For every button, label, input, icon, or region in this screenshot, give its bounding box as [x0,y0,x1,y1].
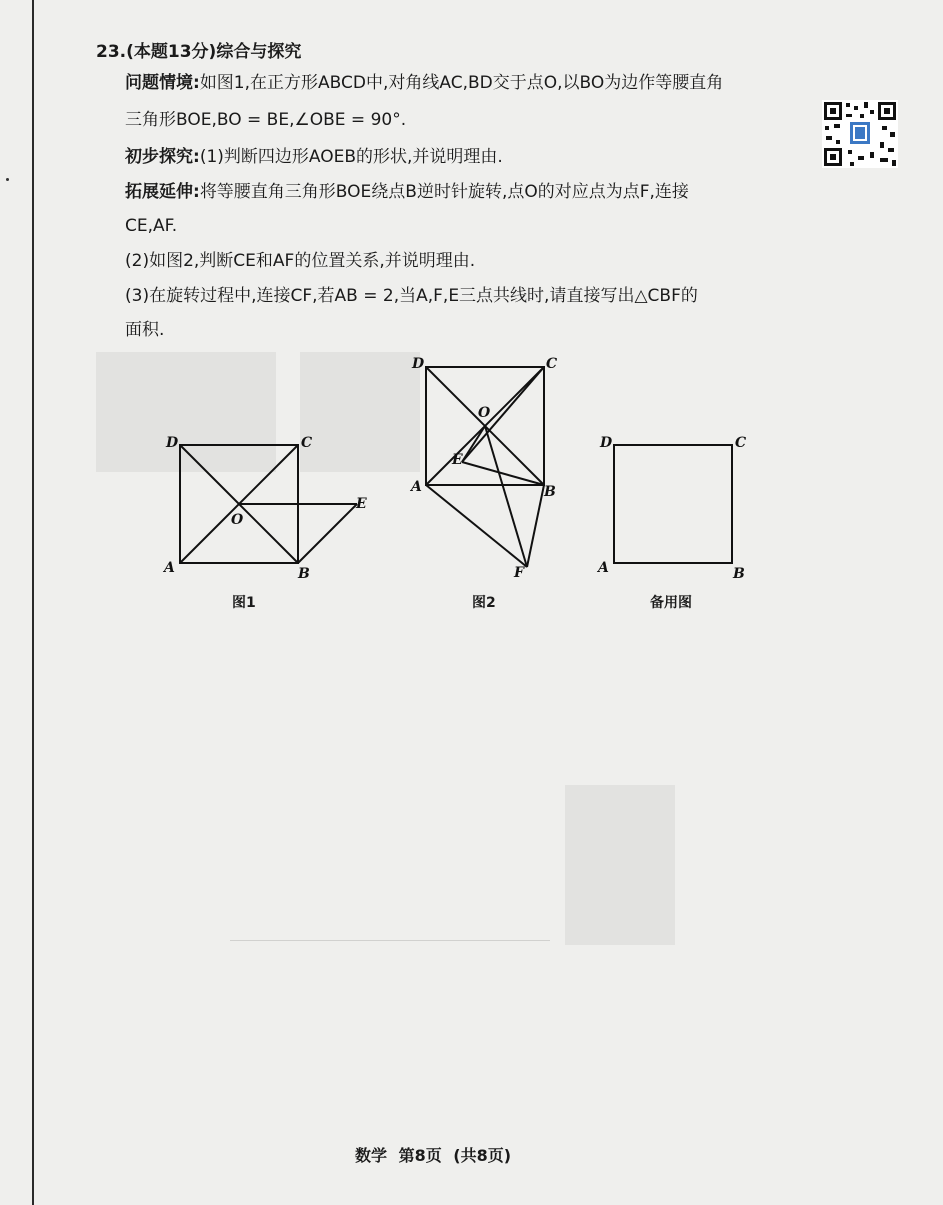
fig2-label-D: D [412,356,425,372]
spare-label-C: C [735,435,747,451]
fig2-label-E: E [452,452,463,468]
situation-text-1: 如图1,在正方形ABCD中,对角线AC,BD交于点O,以BO为边作等腰直角 [199,73,724,93]
question-points: (本题13分) [126,42,217,62]
question-title: 综合与探究 [216,42,302,62]
bleed-through-sketch [230,810,550,941]
part2-line: (2)如图2,判断CE和AF的位置关系,并说明理由. [125,251,476,271]
situation-label: 问题情境: [125,73,200,93]
question-number: 23. [96,42,127,62]
fig1-label-A: A [164,560,175,576]
extend-label: 拓展延伸: [125,182,200,202]
figure-1-drawing [180,445,357,563]
spare-figure-drawing [614,445,732,563]
spare-label-D: D [600,435,613,451]
figure-2-drawing [426,367,544,567]
fig2-label-O: O [478,405,491,421]
fig1-label-O: O [231,512,244,528]
fig1-label-E: E [356,496,367,512]
fig1-label-C: C [301,435,313,451]
part3-line-1: (3)在旋转过程中,连接CF,若AB = 2,当A,F,E三点共线时,请直接写出△CBF的 [125,286,698,306]
fig2-label-B: B [544,484,556,500]
explore-text: (1)判断四边形AOEB的形状,并说明理由. [199,147,503,167]
situation-line-2: 三角形BOE,BO = BE,∠OBE = 90°. [125,110,407,130]
extend-line-2: CE,AF. [125,216,178,236]
bleed-through-photo [565,785,675,945]
spare-figure-caption: 备用图 [650,595,692,611]
fig2-label-C: C [546,356,558,372]
explore-label: 初步探究: [125,147,200,167]
part3-line-2: 面积. [125,320,165,340]
fig1-label-D: D [166,435,179,451]
extend-text-1: 将等腰直角三角形BOE绕点B逆时针旋转,点O的对应点为点F,连接 [199,182,689,202]
page-footer: 数学 第8页 (共8页) [355,1146,512,1165]
spare-label-B: B [733,566,745,582]
figure-1-caption: 图1 [232,595,256,611]
spare-label-A: A [598,560,609,576]
fig2-label-A: A [411,479,422,495]
figure-2-caption: 图2 [472,595,496,611]
fig1-label-B: B [298,566,310,582]
fig2-label-F: F [514,565,524,581]
